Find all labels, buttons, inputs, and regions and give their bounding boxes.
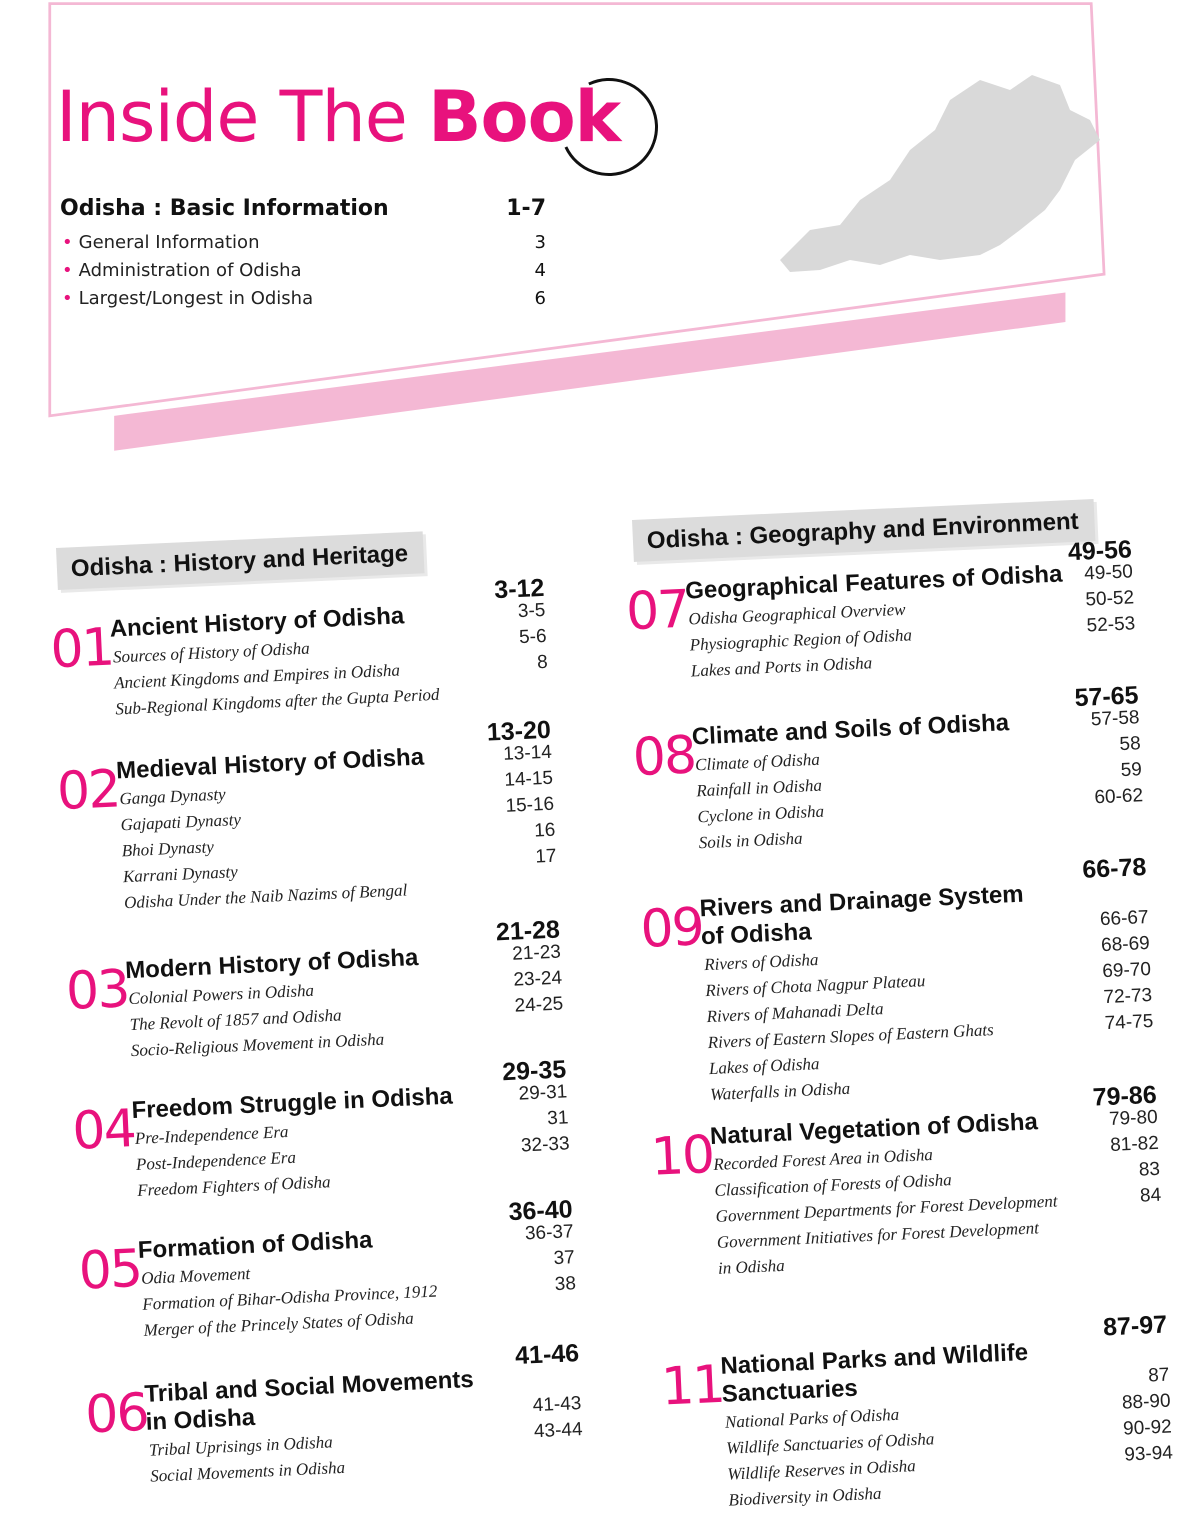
topic-page: 32-33: [520, 1133, 571, 1157]
topic-page: 24-25: [514, 993, 564, 1017]
chapter-page-range: 87-97: [1102, 1310, 1168, 1342]
topic-page: 50-52: [1085, 587, 1135, 611]
topic-title: Ganga Dynasty: [119, 784, 227, 809]
topic-page: 59: [1120, 759, 1143, 782]
topic-title: Odisha Under the Naib Nazims of Bengal: [123, 880, 408, 913]
topic-title: Social Movements in Odisha: [149, 1457, 346, 1486]
chapter-title-line: Freedom Struggle in Odisha: [130, 1082, 454, 1125]
chapter-number: 04: [71, 1099, 136, 1162]
chapter-title-line: Rivers and Drainage System: [699, 880, 1025, 923]
topic-title: Lakes of Odisha: [708, 1054, 820, 1079]
topic-title: Rivers of Chota Nagpur Plateau: [704, 971, 926, 1001]
chapter-title-line: National Parks and Wildlife: [719, 1338, 1029, 1380]
topic-title: Waterfalls in Odisha: [709, 1078, 851, 1105]
topic-title: Odisha Geographical Overview: [688, 599, 906, 629]
topic-page: 17: [534, 845, 557, 868]
chapter-number: 06: [84, 1382, 149, 1446]
chapter-entry: [84, 1339, 593, 1486]
topic-title: Biodiversity in Odisha: [728, 1483, 882, 1510]
chapter-page-range: 21-28: [495, 915, 561, 947]
topic-page: 29-31: [518, 1081, 568, 1105]
topic-page: 81-82: [1109, 1132, 1160, 1156]
topic-page: 21-23: [511, 941, 562, 965]
topic-title: National Parks of Odisha: [724, 1404, 900, 1432]
topic-page: 52-53: [1086, 613, 1136, 637]
section-banner: Odisha : Geography and Environment: [632, 499, 1095, 562]
topic-title: Rivers of Eastern Slopes of Eastern Ghats: [707, 1020, 995, 1053]
title-plain: Inside The: [56, 76, 429, 158]
section-history: [49, 525, 584, 1486]
intro-item-page: 3: [534, 232, 546, 253]
chapter-title: [137, 1226, 373, 1265]
topic-page: 49-50: [1083, 561, 1134, 585]
chapter-page-range: 41-46: [514, 1339, 580, 1370]
topic-title: Lakes and Ports in Odisha: [690, 653, 873, 681]
topic-page: 41-43: [532, 1393, 582, 1417]
chapter-number: 07: [624, 579, 690, 643]
intro-item: • Administration of Odisha: [62, 260, 302, 281]
topic-page: 13-14: [502, 741, 553, 765]
topic-title: Sources of History of Odisha: [112, 638, 310, 667]
topic-title: Recorded Forest Area in Odisha: [712, 1145, 934, 1174]
page-title: [56, 76, 621, 158]
chapter-title-line: Modern History of Odisha: [124, 944, 419, 985]
intro-item: • Largest/Longest in Odisha: [62, 288, 314, 309]
chapter-entry: [64, 915, 574, 1061]
topic-page: 58: [1119, 733, 1142, 756]
section-banner: Odisha : History and Heritage: [56, 531, 425, 590]
topic-title: Tribal Uprisings in Odisha: [148, 1432, 334, 1460]
topic-page: 93-94: [1123, 1442, 1174, 1466]
topic-page: 90-92: [1122, 1416, 1173, 1440]
topic-page: 84: [1139, 1184, 1162, 1207]
topic-page: 5-6: [518, 625, 547, 649]
chapter-page-range: 13-20: [486, 715, 552, 747]
chapter-title-line: Medieval History of Odisha: [115, 743, 425, 785]
topic-title: in Odisha: [717, 1255, 785, 1278]
chapter-number: 08: [631, 725, 697, 789]
topic-page: 69-70: [1101, 958, 1152, 983]
chapter-title: [691, 709, 1009, 751]
chapter-number: 05: [77, 1238, 143, 1302]
chapter-title: [699, 881, 1025, 952]
topic-title: Classification of Forests of Odisha: [714, 1170, 953, 1200]
chapter-entry: [77, 1195, 586, 1340]
topic-title: The Revolt of 1857 and Odisha: [129, 1005, 342, 1035]
chapter-number: 03: [64, 959, 130, 1022]
topic-page: 68-69: [1100, 932, 1151, 957]
chapter-title-line: Ancient History of Odisha: [109, 602, 405, 643]
topic-title: Karrani Dynasty: [122, 862, 239, 887]
intro-item-page: 6: [534, 288, 546, 309]
topic-title: Rainfall in Odisha: [695, 775, 823, 801]
topic-title: Merger of the Princely States of Odisha: [143, 1308, 415, 1340]
chapter-title-line: Climate and Soils of Odisha: [691, 709, 1010, 751]
topic-title: Formation of Bihar-Odisha Province, 1912: [141, 1281, 438, 1314]
chapter-title-line: of Odisha: [700, 918, 813, 951]
chapter-number: 02: [55, 759, 121, 823]
chapter-title: [720, 1339, 1030, 1409]
chapter-title-line: Natural Vegetation of Odisha: [709, 1108, 1039, 1151]
topic-page: 14-15: [503, 767, 554, 791]
chapter-title-line: in Odisha: [145, 1403, 256, 1436]
chapter-page-range: 49-56: [1067, 535, 1133, 567]
chapter-title: [685, 561, 1063, 606]
topic-title: Post-Independence Era: [135, 1147, 297, 1174]
topic-title: Wildlife Sanctuaries of Odisha: [725, 1429, 935, 1458]
topic-title: Colonial Powers in Odisha: [128, 980, 315, 1009]
topic-title: Soils in Odisha: [698, 828, 803, 853]
chapter-entry: [660, 1310, 1181, 1510]
intro-item-page: 4: [534, 260, 546, 281]
chapter-title: [125, 944, 419, 985]
topic-title: Sub-Regional Kingdoms after the Gupta Period: [114, 684, 440, 719]
topic-title: Cyclone in Odisha: [697, 801, 825, 827]
topic-title: Socio-Religious Movement in Odisha: [130, 1029, 385, 1061]
topic-page: 16: [533, 819, 556, 842]
topic-title: Government Departments for Forest Development: [715, 1191, 1058, 1226]
topic-title: Government Initiatives for Forest Development: [716, 1218, 1040, 1252]
topic-title: Physiographic Region of Odisha: [689, 625, 913, 655]
topic-page: 23-24: [512, 967, 563, 991]
topic-title: Climate of Odisha: [694, 749, 821, 775]
topic-title: Rivers of Odisha: [703, 950, 819, 975]
chapter-number: 11: [660, 1354, 725, 1418]
topic-page: 83: [1138, 1158, 1161, 1181]
topic-page: 31: [546, 1107, 569, 1130]
odisha-map-icon: [770, 60, 1110, 280]
chapter-entry: [624, 535, 1146, 681]
chapter-title: [709, 1108, 1038, 1151]
chapter-title: [116, 744, 425, 786]
section-geography: [624, 497, 1174, 1510]
intro-item: • General Information: [62, 232, 260, 253]
chapter-page-range: 36-40: [508, 1195, 574, 1227]
chapter-title: [131, 1083, 453, 1126]
intro-pages: 1-7: [506, 196, 546, 221]
topic-title: Rivers of Mahanadi Delta: [706, 999, 884, 1027]
topic-title: Odia Movement: [140, 1263, 251, 1288]
topic-page: 57-58: [1090, 707, 1140, 731]
intro-heading: Odisha : Basic Information: [60, 196, 389, 221]
topic-title: Wildlife Reserves in Odisha: [726, 1456, 917, 1484]
topic-page: 36-37: [524, 1221, 575, 1245]
topic-page: 8: [536, 651, 549, 674]
topic-page: 66-67: [1099, 906, 1150, 931]
chapter-title-line: Geographical Features of Odisha: [684, 560, 1063, 605]
chapter-entry: [71, 1055, 580, 1200]
topic-title: Freedom Fighters of Odisha: [136, 1172, 331, 1200]
topic-title: Pre-Independence Era: [134, 1122, 289, 1149]
chapter-page-range: 3-12: [493, 573, 545, 605]
topic-title: Bhoi Dynasty: [121, 837, 215, 861]
chapter-page-range: 79-86: [1092, 1080, 1158, 1112]
topic-page: 60-62: [1093, 785, 1144, 809]
topic-title: Gajapati Dynasty: [120, 809, 242, 835]
chapter-title-line: Tribal and Social Movements: [143, 1365, 475, 1408]
chapter-title-line: Sanctuaries: [721, 1374, 859, 1408]
topic-page: 74-75: [1104, 1010, 1154, 1035]
title-bold: Book: [428, 76, 621, 158]
chapter-page-range: 29-35: [501, 1055, 567, 1087]
topic-page: 43-44: [533, 1419, 584, 1443]
topic-page: 38: [554, 1273, 577, 1296]
chapter-entry: [55, 715, 565, 913]
chapter-entry: [631, 681, 1152, 853]
chapter-number: 09: [639, 897, 705, 961]
chapter-number: 01: [49, 617, 115, 681]
topic-page: 72-73: [1103, 984, 1153, 1009]
chapter-title: [144, 1366, 476, 1437]
topic-title: Ancient Kingdoms and Empires in Odisha: [113, 660, 401, 693]
chapter-entry: [49, 573, 558, 719]
chapter-page-range: 57-65: [1073, 681, 1140, 713]
chapter-title-line: Formation of Odisha: [137, 1226, 373, 1264]
topic-page: 87: [1147, 1364, 1170, 1387]
topic-page: 3-5: [517, 599, 546, 623]
chapter-title: [109, 602, 405, 643]
topic-page: 79-80: [1108, 1106, 1159, 1130]
chapter-page-range: 66-78: [1081, 853, 1147, 884]
topic-page: 37: [553, 1247, 576, 1270]
chapter-number: 10: [649, 1125, 715, 1188]
topic-page: 15-16: [505, 793, 555, 817]
topic-page: 88-90: [1121, 1390, 1171, 1414]
